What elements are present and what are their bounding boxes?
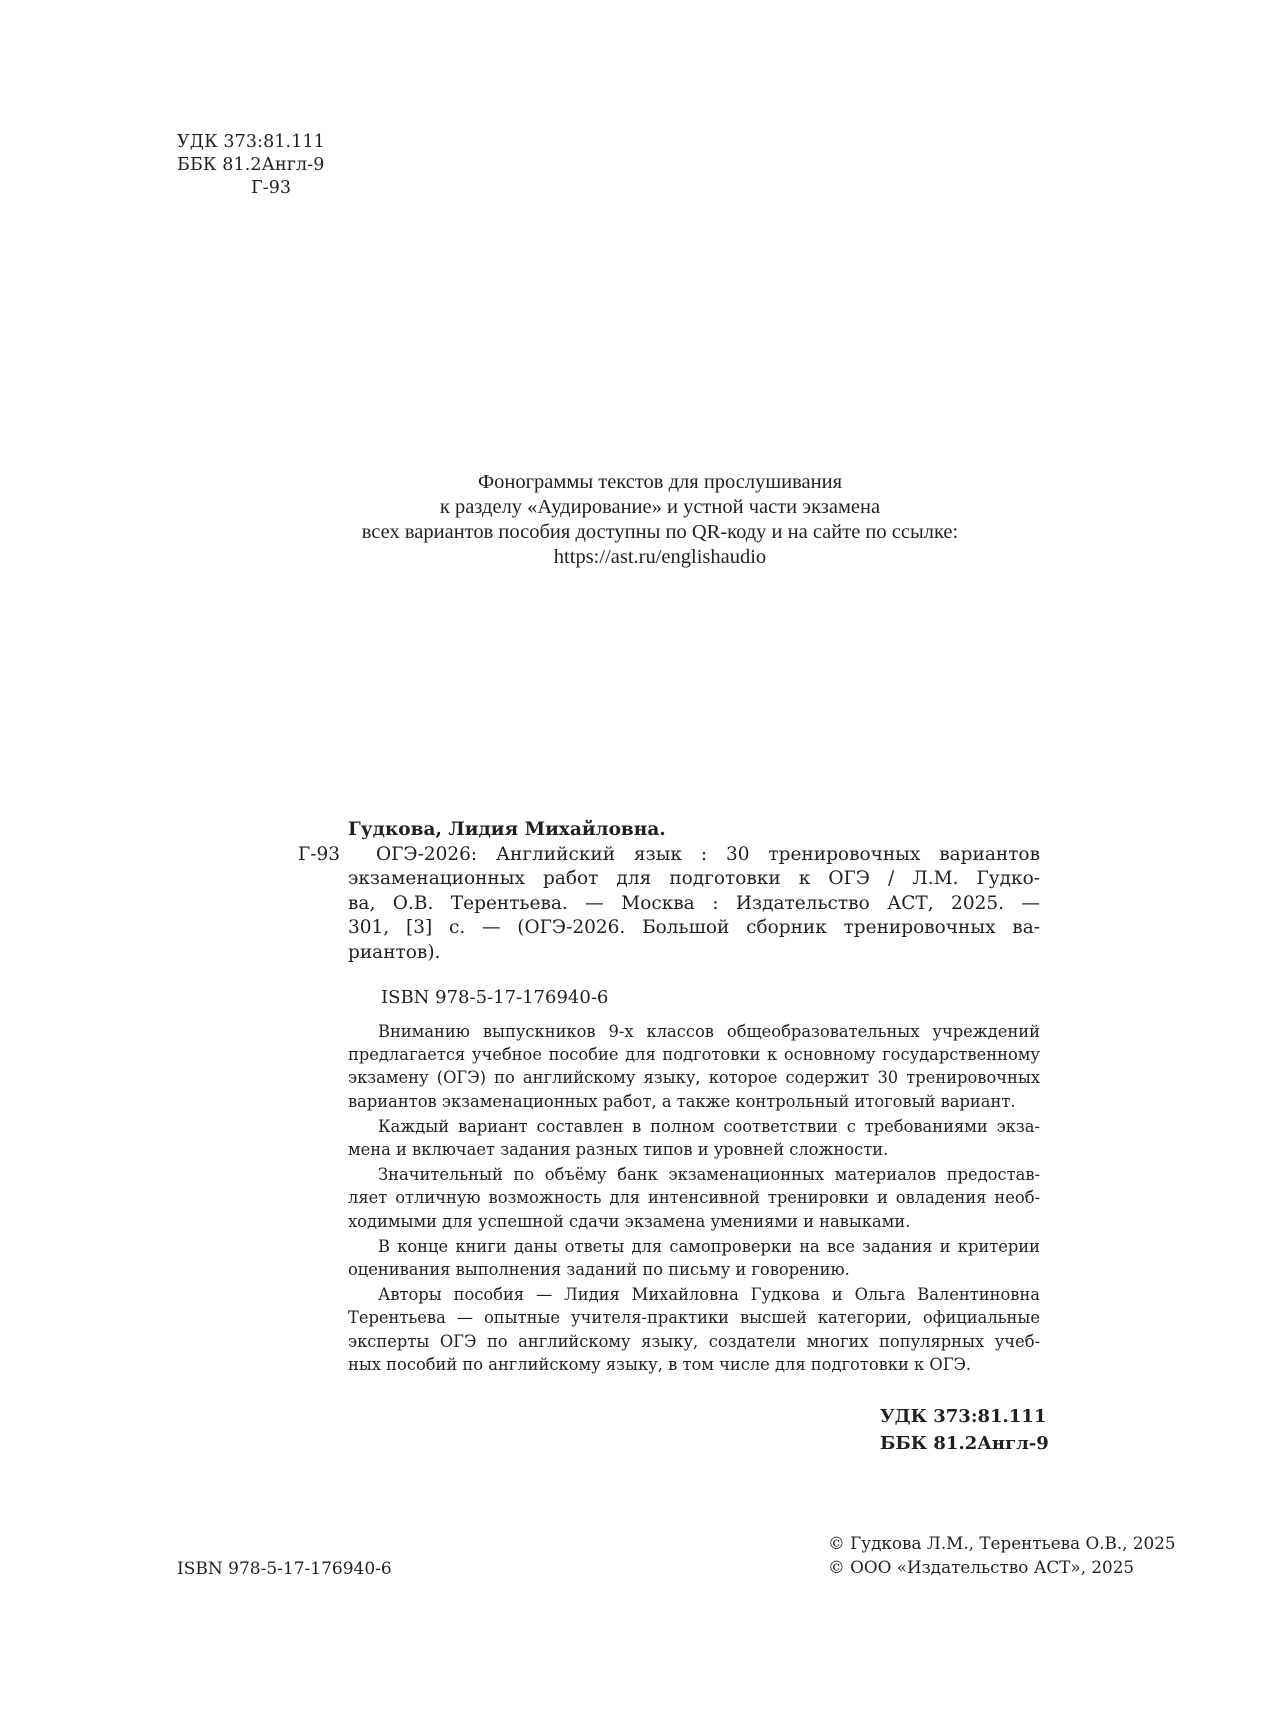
audio-url: https://ast.ru/englishaudio [553, 546, 767, 568]
abstract-line: ляет отличную возможность для интенсивной тренировки и овладения необ- [348, 1188, 1040, 1208]
abstract-paragraph [348, 1283, 1040, 1376]
abstract-paragraph [348, 1115, 1040, 1161]
abstract-paragraph [348, 1163, 1040, 1233]
record-description [348, 843, 1040, 966]
description-line: ОГЭ-2026: Английский язык : 30 тренировочных вариантов [376, 843, 1040, 865]
bibliographic-record [298, 818, 1040, 965]
abstract-line: В конце книги даны ответы для самопроверки на все задания и критерии [378, 1236, 1040, 1256]
abstract-line: экзамену (ОГЭ) по английскому языку, которое содержит 30 тренировочных [348, 1068, 1040, 1088]
abstract-line: Авторы пособия — Лидия Михайловна Гудкова и Ольга Валентиновна [378, 1285, 1040, 1305]
footer-isbn: ISBN 978-5-17-176940-6 [177, 1559, 392, 1579]
copyright-block [828, 1531, 1176, 1579]
bbk-code-bold: ББК 81.2Англ-9 [880, 1433, 1049, 1454]
abstract-line: вариантов экзаменационных работ, а также контрольный итоговый вариант. [348, 1091, 1016, 1111]
record-author-mark: Г-93 [298, 843, 341, 865]
description-line: ва, О.В. Терентьева. — Москва : Издательство АСТ, 2025. — [348, 892, 1040, 914]
author-heading: Гудкова, Лидия Михайловна. [348, 819, 666, 840]
description-line: риантов). [348, 941, 441, 963]
abstract-line: ных пособий по английскому языку, в том числе для подготовки к ОГЭ. [348, 1354, 972, 1374]
audio-notice [270, 470, 1050, 570]
abstract-line: Вниманию выпускников 9-х классов общеобразовательных учреждений [378, 1022, 1040, 1041]
description-line: экзаменационных работ для подготовки к ОГЭ / Л.М. Гудко- [348, 868, 1040, 889]
abstract-line: ходимыми для успешной сдачи экзамена умениями и навыками. [348, 1211, 911, 1231]
author-mark: Г-93 [251, 178, 292, 198]
udk-code: УДК 373:81.111 [177, 132, 325, 152]
notice-line: к разделу «Аудирование» и устной части экзамена [439, 496, 881, 518]
abstract [348, 1020, 1040, 1378]
copyright-publisher: © ООО «Издательство АСТ», 2025 [828, 1557, 1135, 1577]
classification-block-top [177, 131, 325, 200]
abstract-line: Каждый вариант составлен в полном соответствии с требованиями экза- [378, 1116, 1040, 1136]
abstract-paragraph [348, 1020, 1040, 1113]
bbk-code: ББК 81.2Англ-9 [177, 155, 325, 175]
abstract-line: оценивания выполнения заданий по письму и говорению. [348, 1260, 850, 1280]
abstract-paragraph [348, 1235, 1040, 1281]
abstract-line: предлагается учебное пособие для подготовки к основному государственному [348, 1045, 1040, 1065]
abstract-line: эксперты ОГЭ по английскому языку, создатели многих популярных учеб- [348, 1331, 1040, 1351]
notice-line: всех вариантов пособия доступны по QR-коду и на сайте по ссылке: [361, 521, 959, 543]
abstract-line: мена и включает задания разных типов и уровней сложности. [348, 1140, 889, 1160]
notice-line: Фонограммы текстов для прослушивания [477, 471, 843, 493]
description-line: 301, [3] с. — (ОГЭ-2026. Большой сборник тренировочных ва- [348, 917, 1040, 938]
copyright-authors: © Гудкова Л.М., Терентьева О.В., 2025 [828, 1533, 1176, 1553]
record-isbn: ISBN 978-5-17-176940-6 [381, 987, 609, 1008]
classification-block-bottom [880, 1403, 1049, 1457]
udk-code-bold: УДК 373:81.111 [880, 1406, 1047, 1427]
abstract-line: Значительный по объёму банк экзаменационных материалов предостав- [378, 1165, 1040, 1185]
abstract-line: Терентьева — опытные учителя-практики высшей категории, официальные [348, 1308, 1040, 1328]
